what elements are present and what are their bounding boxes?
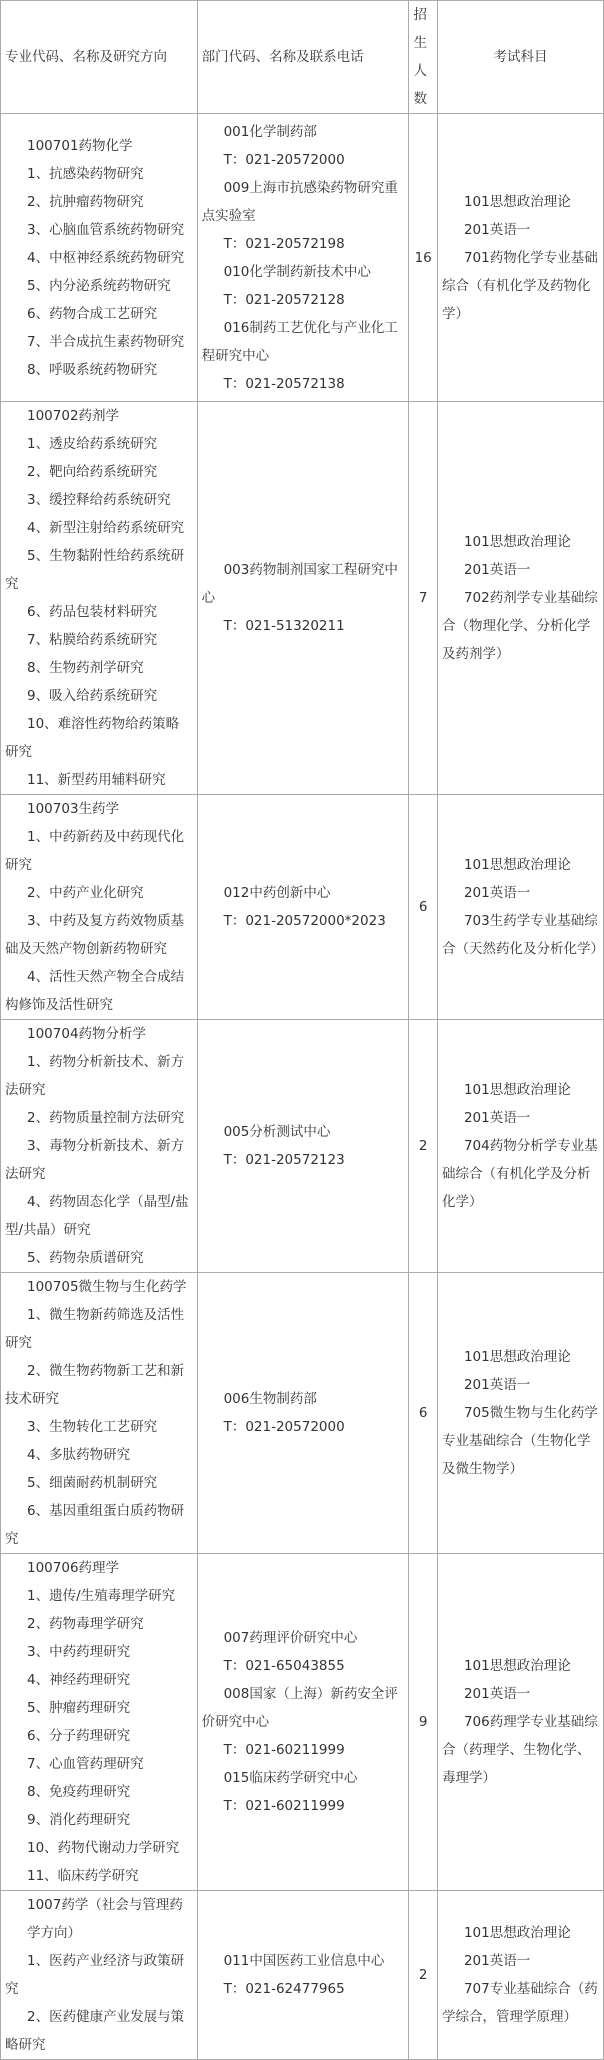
department-name: 007药理评价研究中心 bbox=[223, 1630, 358, 1646]
research-direction: 2、药物质量控制方法研究 bbox=[27, 1110, 185, 1126]
department-phone: T：021-51320211 bbox=[223, 618, 345, 634]
exam-subject: 101思想政治理论 bbox=[463, 1349, 571, 1365]
research-direction: 1、透皮给药系统研究 bbox=[27, 436, 158, 452]
research-direction: 11、临床药学研究 bbox=[27, 1868, 139, 1884]
research-direction: 1、药物分析新技术、新方法研究 bbox=[5, 1054, 185, 1098]
research-direction: 6、分子药理研究 bbox=[27, 1728, 131, 1744]
research-direction: 4、中枢神经系统药物研究 bbox=[27, 249, 185, 266]
major-cell bbox=[1, 402, 198, 795]
department-name: 001化学制药部 bbox=[223, 123, 317, 140]
exam-subject: 201英语一 bbox=[463, 1377, 531, 1393]
research-direction: 4、多肽药物研究 bbox=[27, 1447, 131, 1463]
department-phone: T：021-20572000*2023 bbox=[223, 913, 386, 929]
exam-subject: 101思想政治理论 bbox=[463, 193, 571, 210]
enrollment-count: 2 bbox=[409, 1891, 438, 2060]
table-body bbox=[1, 114, 604, 2060]
table-row bbox=[1, 402, 604, 795]
department-phone: T：021-20572138 bbox=[223, 375, 345, 392]
department-phone: T：021-65043855 bbox=[223, 1658, 345, 1674]
header-count: 招生人数 bbox=[409, 1, 438, 114]
research-direction: 3、毒物分析新技术、新方法研究 bbox=[5, 1138, 185, 1182]
enrollment-count: 6 bbox=[409, 1273, 438, 1554]
research-direction: 6、药品包装材料研究 bbox=[27, 604, 158, 620]
research-direction: 1、遗传/生殖毒理学研究 bbox=[27, 1588, 176, 1604]
exam-subject: 201英语一 bbox=[463, 221, 531, 238]
exam-subject: 701药物化学专业基础综合（有机化学及药物化学） bbox=[441, 249, 598, 322]
department-cell bbox=[197, 795, 409, 1020]
exam-subjects-cell bbox=[437, 1273, 603, 1554]
research-direction: 6、基因重组蛋白质药物研究 bbox=[5, 1503, 185, 1547]
department-name: 005分析测试中心 bbox=[223, 1124, 331, 1140]
department-cell bbox=[197, 1891, 409, 2060]
major-cell bbox=[1, 795, 198, 1020]
research-direction: 1、微生物新药筛选及活性研究 bbox=[5, 1307, 185, 1351]
exam-subject: 201英语一 bbox=[463, 1953, 531, 1969]
department-phone: T：021-60211999 bbox=[223, 1798, 345, 1814]
enrollment-count: 7 bbox=[409, 402, 438, 795]
research-direction: 10、难溶性药物给药策略研究 bbox=[5, 716, 180, 760]
exam-subjects-cell bbox=[437, 402, 603, 795]
exam-subject: 101思想政治理论 bbox=[463, 534, 571, 550]
table-row bbox=[1, 1891, 604, 2060]
department-cell bbox=[197, 1020, 409, 1273]
research-direction: 2、医药健康产业发展与策略研究 bbox=[5, 2009, 185, 2053]
major-title: 100703生药学 bbox=[27, 801, 120, 817]
exam-subject: 706药理学专业基础综合（药理学、生物化学、毒理学） bbox=[441, 1714, 598, 1786]
research-direction: 4、神经药理研究 bbox=[27, 1672, 131, 1688]
department-cell bbox=[197, 1554, 409, 1891]
research-direction: 8、免疫药理研究 bbox=[27, 1784, 131, 1800]
exam-subject: 703生药学专业基础综合（天然药化及分析化学） bbox=[441, 913, 604, 957]
research-direction: 10、药物代谢动力学研究 bbox=[27, 1840, 180, 1856]
research-direction: 5、药物杂质谱研究 bbox=[27, 1250, 144, 1266]
table-row bbox=[1, 1554, 604, 1891]
research-direction: 3、心脑血管系统药物研究 bbox=[27, 221, 185, 238]
exam-subjects-cell bbox=[437, 795, 603, 1020]
department-name: 003药物制剂国家工程研究中心 bbox=[201, 562, 398, 606]
department-phone: T：021-62477965 bbox=[223, 1981, 345, 1997]
exam-subject: 201英语一 bbox=[463, 1110, 531, 1126]
exam-subject: 707专业基础综合（药学综合，管理学原理） bbox=[441, 1981, 598, 2025]
department-name: 006生物制药部 bbox=[223, 1391, 317, 1407]
table-row bbox=[1, 114, 604, 402]
exam-subject: 201英语一 bbox=[463, 562, 531, 578]
major-cell bbox=[1, 1891, 198, 2060]
major-cell bbox=[1, 1273, 198, 1554]
research-direction: 11、新型药用辅料研究 bbox=[27, 772, 166, 788]
research-direction: 2、抗肿瘤药物研究 bbox=[27, 193, 144, 210]
research-direction: 8、生物药剂学研究 bbox=[27, 660, 144, 676]
department-phone: T：021-20572123 bbox=[223, 1152, 345, 1168]
exam-subjects-cell bbox=[437, 1554, 603, 1891]
research-direction: 5、内分泌系统药物研究 bbox=[27, 277, 171, 294]
table-row bbox=[1, 1020, 604, 1273]
department-phone: T：021-20572000 bbox=[223, 151, 345, 168]
exam-subject: 201英语一 bbox=[463, 885, 531, 901]
research-direction: 2、微生物药物新工艺和新技术研究 bbox=[5, 1363, 185, 1407]
research-direction: 3、中药及复方药效物质基础及天然产物创新药物研究 bbox=[5, 913, 185, 957]
research-direction: 5、细菌耐药机制研究 bbox=[27, 1475, 158, 1491]
header-dept: 部门代码、名称及联系电话 bbox=[197, 1, 409, 114]
research-direction: 3、缓控释给药系统研究 bbox=[27, 492, 171, 508]
department-name: 009上海市抗感染药物研究重点实验室 bbox=[201, 179, 398, 224]
major-cell bbox=[1, 1554, 198, 1891]
research-direction: 6、药物合成工艺研究 bbox=[27, 305, 158, 322]
research-direction: 2、中药产业化研究 bbox=[27, 885, 144, 901]
research-direction: 1、医药产业经济与政策研究 bbox=[5, 1953, 185, 1997]
table-row bbox=[1, 795, 604, 1020]
department-phone: T：021-20572198 bbox=[223, 235, 345, 252]
research-direction: 9、消化药理研究 bbox=[27, 1812, 131, 1828]
enrollment-count: 2 bbox=[409, 1020, 438, 1273]
department-phone: T：021-20572000 bbox=[223, 1419, 345, 1435]
department-name: 011中国医药工业信息中心 bbox=[223, 1953, 385, 1969]
major-title: 100702药剂学 bbox=[27, 408, 120, 424]
exam-subjects-cell bbox=[437, 1020, 603, 1273]
research-direction: 8、呼吸系统药物研究 bbox=[27, 361, 158, 378]
exam-subjects-cell bbox=[437, 114, 603, 402]
major-title: 1007药学（社会与管理药学方向） bbox=[27, 1897, 183, 1941]
exam-subject: 201英语一 bbox=[463, 1686, 531, 1702]
header-exam: 考试科目 bbox=[437, 1, 603, 114]
research-direction: 7、心血管药理研究 bbox=[27, 1756, 144, 1772]
department-name: 010化学制药新技术中心 bbox=[223, 263, 371, 280]
major-title: 100704药物分析学 bbox=[27, 1026, 147, 1042]
exam-subject: 101思想政治理论 bbox=[463, 1658, 571, 1674]
department-name: 015临床药学研究中心 bbox=[223, 1770, 358, 1786]
research-direction: 4、药物固态化学（晶型/盐型/共晶）研究 bbox=[5, 1194, 189, 1238]
research-direction: 3、中药药理研究 bbox=[27, 1644, 131, 1660]
table-row bbox=[1, 1273, 604, 1554]
enrollment-count: 9 bbox=[409, 1554, 438, 1891]
research-direction: 1、抗感染药物研究 bbox=[27, 165, 144, 182]
exam-subject: 101思想政治理论 bbox=[463, 1082, 571, 1098]
header-row bbox=[1, 1, 604, 114]
research-direction: 9、吸入给药系统研究 bbox=[27, 688, 158, 704]
major-title: 100701药物化学 bbox=[27, 137, 133, 154]
research-direction: 2、药物毒理学研究 bbox=[27, 1616, 144, 1632]
exam-subject: 705微生物与生化药学专业基础综合（生物化学及微生物学） bbox=[441, 1405, 598, 1477]
research-direction: 5、肿瘤药理研究 bbox=[27, 1700, 131, 1716]
research-direction: 1、中药新药及中药现代化研究 bbox=[5, 829, 185, 873]
header-major: 专业代码、名称及研究方向 bbox=[1, 1, 198, 114]
exam-subjects-cell bbox=[437, 1891, 603, 2060]
major-title: 100705微生物与生化药学 bbox=[27, 1279, 187, 1295]
department-name: 016制药工艺优化与产业化工程研究中心 bbox=[201, 319, 398, 364]
department-phone: T：021-60211999 bbox=[223, 1742, 345, 1758]
major-title: 100706药理学 bbox=[27, 1560, 120, 1576]
enrollment-count: 16 bbox=[409, 114, 438, 402]
research-direction: 2、靶向给药系统研究 bbox=[27, 464, 158, 480]
exam-subject: 702药剂学专业基础综合（物理化学、分析化学及药剂学） bbox=[441, 590, 598, 662]
exam-subject: 101思想政治理论 bbox=[463, 857, 571, 873]
research-direction: 7、半合成抗生素药物研究 bbox=[27, 333, 185, 350]
exam-subject: 101思想政治理论 bbox=[463, 1925, 571, 1941]
department-name: 012中药创新中心 bbox=[223, 885, 331, 901]
department-cell bbox=[197, 402, 409, 795]
research-direction: 4、活性天然产物全合成结构修饰及活性研究 bbox=[5, 969, 185, 1013]
research-direction: 7、粘膜给药系统研究 bbox=[27, 632, 158, 648]
major-cell bbox=[1, 114, 198, 402]
research-direction: 3、生物转化工艺研究 bbox=[27, 1419, 158, 1435]
enrollment-count: 6 bbox=[409, 795, 438, 1020]
major-cell bbox=[1, 1020, 198, 1273]
department-phone: T：021-20572128 bbox=[223, 291, 345, 308]
department-cell bbox=[197, 1273, 409, 1554]
department-cell bbox=[197, 114, 409, 402]
department-name: 008国家（上海）新药安全评价研究中心 bbox=[201, 1686, 398, 1730]
exam-subject: 704药物分析学专业基础综合（有机化学及分析化学） bbox=[441, 1138, 598, 1210]
research-direction: 4、新型注射给药系统研究 bbox=[27, 520, 185, 536]
research-direction: 5、生物黏附性给药系统研究 bbox=[5, 548, 185, 592]
